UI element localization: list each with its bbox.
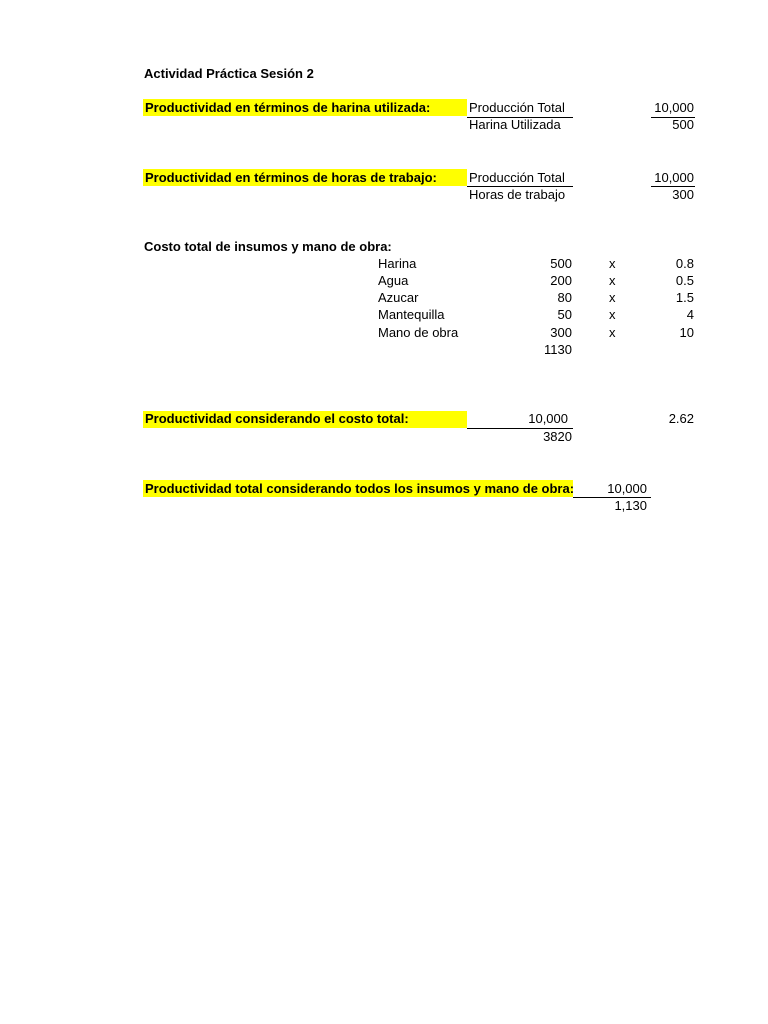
section1-denominator-value: 500 [672,117,694,132]
section2-numerator-label: Producción Total [469,170,565,185]
cost-price: 0.5 [675,273,694,288]
section1-numerator-value: 10,000 [654,100,694,115]
cost-op: x [609,256,616,271]
section2-label: Productividad en términos de horas de trabajo: [145,170,437,185]
cost-price: 1.5 [675,290,694,305]
cost-item: Harina [378,256,417,271]
cost-qty: 50 [557,307,572,322]
cost-qty: 80 [557,290,572,305]
page-title: Actividad Práctica Sesión 2 [144,66,314,81]
section1-label: Productividad en términos de harina utilizada: [145,100,431,115]
section2-denominator-value: 300 [672,187,694,202]
cost-item: Mano de obra [378,325,459,340]
section3-result: 2.62 [668,411,694,426]
cost-total: 1130 [544,342,572,357]
cost-item: Agua [378,273,409,288]
cost-item: Mantequilla [378,307,445,322]
section3-label: Productividad considerando el costo total: [145,411,409,426]
cost-qty: 200 [550,273,572,288]
cost-op: x [609,325,616,340]
section4-denominator: 1,130 [614,498,647,513]
cost-op: x [609,307,616,322]
section3-denominator: 3820 [543,429,572,444]
section2-denominator-label: Horas de trabajo [469,187,566,202]
cost-item: Azucar [378,290,419,305]
section3-numerator: 10,000 [528,411,568,426]
cost-qty: 300 [550,325,572,340]
cost-qty: 500 [550,256,572,271]
costs-heading: Costo total de insumos y mano de obra: [144,239,392,254]
cost-price: 4 [686,307,694,322]
cost-price: 10 [679,325,694,340]
section4-numerator: 10,000 [607,481,647,496]
section2-numerator-value: 10,000 [654,170,694,185]
section1-denominator-label: Harina Utilizada [469,117,561,132]
cost-op: x [609,290,616,305]
section4-label: Productividad total considerando todos los insumos y mano de obra: [145,481,575,496]
section1-numerator-label: Producción Total [469,100,565,115]
cost-price: 0.8 [675,256,694,271]
cost-op: x [609,273,616,288]
